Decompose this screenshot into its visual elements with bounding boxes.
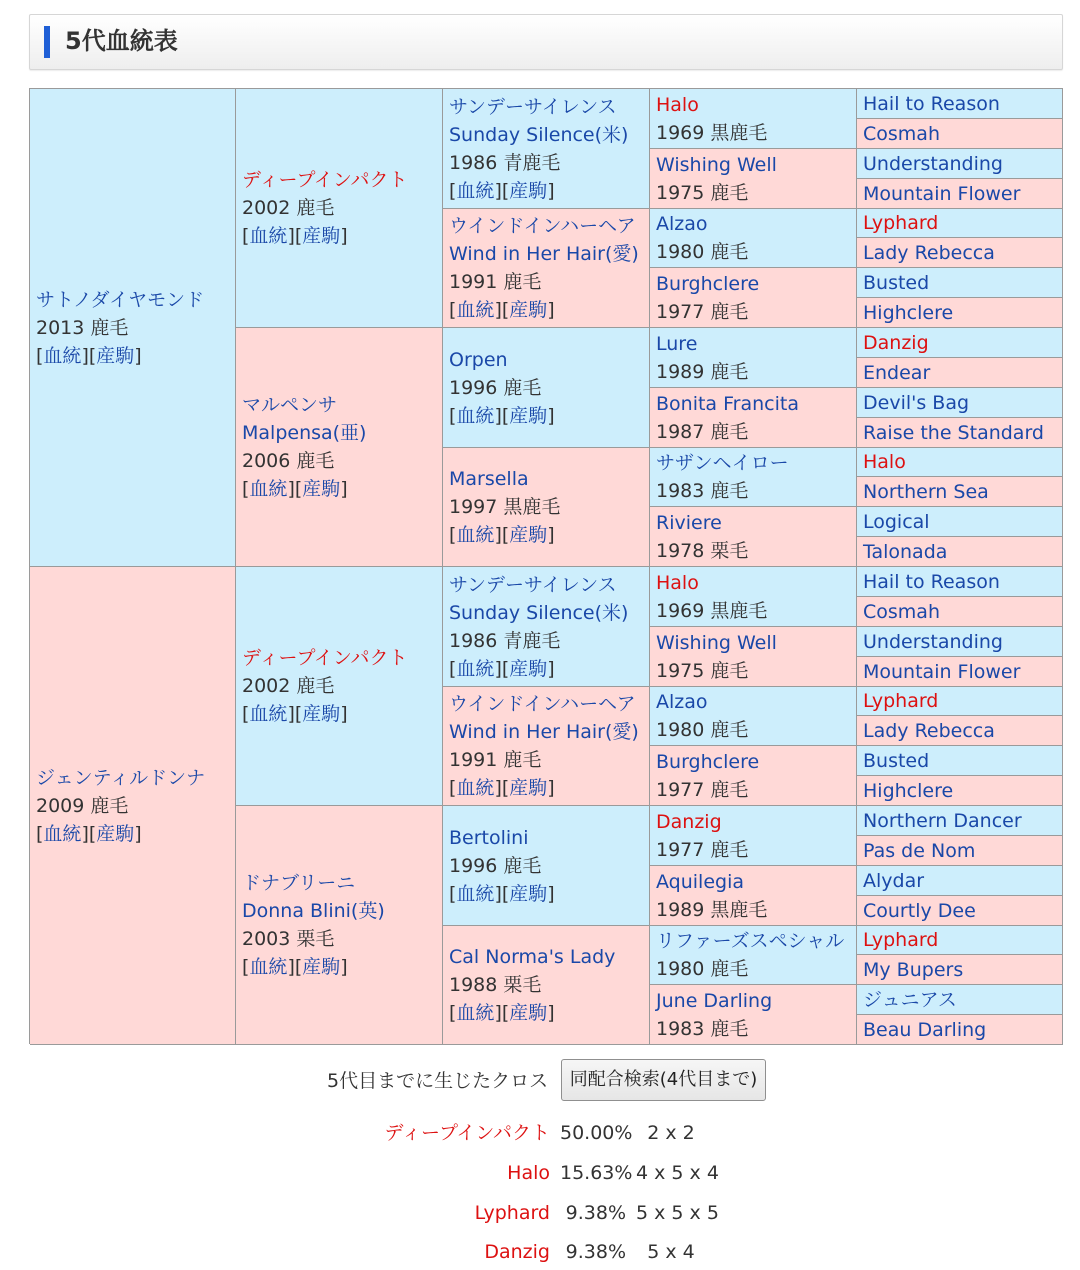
cross-horse-link[interactable]: Lyphard xyxy=(474,1202,550,1224)
horse-name-link[interactable]: Lady Rebecca xyxy=(863,719,995,742)
pedigree-cell-g3 xyxy=(443,328,650,448)
cross-pattern: 5 x 5 x 5 xyxy=(636,1202,719,1224)
horse-name-en-link[interactable]: Donna Blini(英) xyxy=(242,900,385,922)
pedigree-cell-g4 xyxy=(650,985,857,1045)
horse-name-link[interactable]: Lady Rebecca xyxy=(863,241,995,264)
cross-pattern: 4 x 5 x 4 xyxy=(636,1162,719,1184)
pedigree-cell-g2 xyxy=(236,806,443,1045)
horse-links: [血統][産駒] xyxy=(242,478,348,500)
horse-name-link[interactable]: Highclere xyxy=(863,779,954,802)
horse-info: 1977 鹿毛 xyxy=(656,838,749,861)
pedigree-cell-g2 xyxy=(236,328,443,567)
horse-info: 1997 黒鹿毛 xyxy=(449,496,561,518)
horse-name-link[interactable]: Understanding xyxy=(863,630,1003,653)
pedigree-cell-g5 xyxy=(857,896,1063,926)
horse-name-link[interactable]: Cosmah xyxy=(863,600,940,623)
pedigree-link[interactable]: 血統 xyxy=(456,524,495,546)
pedigree-link[interactable]: 血統 xyxy=(249,956,288,978)
horse-links: [血統][産駒] xyxy=(449,179,555,202)
pedigree-cell-g5 xyxy=(857,209,1063,238)
horse-name-en-link[interactable]: Malpensa(亜) xyxy=(242,422,367,444)
horse-name-link[interactable]: ジュニアス xyxy=(863,988,957,1011)
pedigree-cell-g5 xyxy=(857,866,1063,896)
horse-name-link[interactable]: Mountain Flower xyxy=(863,182,1021,205)
horse-links: [血統][産駒] xyxy=(449,882,555,905)
cross-row xyxy=(0,1118,1080,1148)
cross-horse-link[interactable]: Halo xyxy=(507,1162,550,1184)
horse-name-link[interactable]: Wishing Well xyxy=(656,153,777,176)
horse-name-link[interactable]: Bonita Francita xyxy=(656,392,799,415)
pedigree-cell-g5 xyxy=(857,537,1063,567)
horse-info: 1969 黒鹿毛 xyxy=(656,599,768,622)
pedigree-link[interactable]: 血統 xyxy=(456,882,495,905)
horse-name-link[interactable]: June Darling xyxy=(656,989,773,1012)
horse-info: 2013 鹿毛 xyxy=(36,316,129,339)
horse-name-link[interactable]: Beau Darling xyxy=(863,1018,987,1041)
horse-info: 1989 黒鹿毛 xyxy=(656,898,768,921)
pedigree-link[interactable]: 血統 xyxy=(456,404,495,427)
horse-name-link[interactable]: Highclere xyxy=(863,301,954,324)
pedigree-cell-g4 xyxy=(650,926,857,985)
horse-links: [血統][産駒] xyxy=(449,299,555,321)
horse-name-link[interactable]: Busted xyxy=(863,749,930,772)
horse-name-link[interactable]: Hail to Reason xyxy=(863,570,1000,593)
horse-name-link[interactable]: Orpen xyxy=(449,348,508,371)
pedigree-cell-g1 xyxy=(30,567,236,1045)
horse-info: 1991 鹿毛 xyxy=(449,749,542,771)
pedigree-cell-g5 xyxy=(857,418,1063,448)
horse-name-link[interactable]: Pas de Nom xyxy=(863,839,976,862)
horse-info: 1991 鹿毛 xyxy=(449,271,542,293)
horse-name-link[interactable]: Marsella xyxy=(449,468,529,490)
horse-name-link[interactable]: サザンヘイロー xyxy=(656,452,789,474)
pedigree-link[interactable]: 血統 xyxy=(456,777,495,799)
horse-name-link[interactable]: Understanding xyxy=(863,152,1003,175)
cross-row xyxy=(0,1237,1080,1267)
pedigree-link[interactable]: 血統 xyxy=(249,225,288,247)
pedigree-cell-g5 xyxy=(857,806,1063,836)
horse-info: 2002 鹿毛 xyxy=(242,197,335,219)
pedigree-cell-g5 xyxy=(857,776,1063,806)
foals-link[interactable]: 産駒 xyxy=(509,777,548,799)
horse-links: [血統][産駒] xyxy=(242,956,348,978)
horse-name-link[interactable]: サトノダイヤモンド xyxy=(36,288,205,311)
horse-name-link[interactable]: Talonada xyxy=(863,540,948,563)
pedigree-table xyxy=(29,88,1063,1044)
horse-info: 1977 鹿毛 xyxy=(656,300,749,323)
horse-name-en-link[interactable]: Sunday Silence(米) xyxy=(449,123,629,146)
horse-links: [血統][産駒] xyxy=(449,657,555,680)
horse-name-link[interactable]: ジェンティルドンナ xyxy=(36,766,206,789)
cross-percent: 15.63% xyxy=(560,1162,633,1184)
pedigree-link[interactable]: 血統 xyxy=(43,344,82,367)
pedigree-cell-g4 xyxy=(650,328,857,388)
pedigree-cell-g4 xyxy=(650,806,857,866)
horse-name-link[interactable]: Bertolini xyxy=(449,826,529,849)
horse-name-link[interactable]: Lyphard xyxy=(863,212,939,234)
pedigree-cell-g5 xyxy=(857,89,1063,119)
pedigree-cell-g3 xyxy=(443,448,650,567)
horse-name-link[interactable]: My Bupers xyxy=(863,958,964,981)
pedigree-link[interactable]: 血統 xyxy=(456,1002,495,1024)
cross-row xyxy=(0,1158,1080,1188)
horse-links: [血統][産駒] xyxy=(242,703,348,725)
horse-name-link[interactable]: Cal Norma's Lady xyxy=(449,946,616,968)
cross-percent: 9.38% xyxy=(565,1202,626,1224)
pedigree-cell-g5 xyxy=(857,328,1063,358)
horse-links: [血統][産駒] xyxy=(449,1002,555,1024)
horse-name-en-link[interactable]: Wind in Her Hair(愛) xyxy=(449,721,639,743)
horse-info: 2002 鹿毛 xyxy=(242,675,335,697)
horse-name-link[interactable]: Devil's Bag xyxy=(863,391,970,414)
horse-name-link[interactable]: Lure xyxy=(656,332,698,355)
pedigree-cell-g2 xyxy=(236,567,443,806)
pedigree-cell-g5 xyxy=(857,358,1063,388)
pedigree-cell-g5 xyxy=(857,627,1063,657)
cross-pattern: 5 x 4 xyxy=(647,1241,695,1263)
horse-name-link[interactable]: ウインドインハーヘア xyxy=(449,693,636,715)
horse-info: 1980 鹿毛 xyxy=(656,958,749,980)
foals-link[interactable]: 産駒 xyxy=(509,524,548,546)
pedigree-cell-g4 xyxy=(650,567,857,627)
horse-name-link[interactable]: Northern Dancer xyxy=(863,809,1022,832)
pedigree-cell-g5 xyxy=(857,119,1063,149)
foals-link[interactable]: 産駒 xyxy=(96,822,135,845)
horse-info: 1986 青鹿毛 xyxy=(449,151,561,174)
pedigree-cell-g3 xyxy=(443,926,650,1045)
horse-name-link[interactable]: Danzig xyxy=(863,331,929,354)
horse-info: 1983 鹿毛 xyxy=(656,1017,749,1040)
pedigree-cell-g4 xyxy=(650,209,857,268)
pedigree-cell-g2 xyxy=(236,89,443,328)
foals-link[interactable]: 産駒 xyxy=(509,404,548,427)
horse-name-link[interactable]: Riviere xyxy=(656,511,722,534)
horse-name-link[interactable]: リファーズスペシャル xyxy=(656,930,845,952)
cross-pattern: 2 x 2 xyxy=(647,1122,695,1144)
pedigree-cell-g5 xyxy=(857,746,1063,776)
pedigree-cell-g3 xyxy=(443,567,650,687)
pedigree-cell-g3 xyxy=(443,209,650,328)
same-mating-search-button[interactable]: 同配合検索(4代目まで) xyxy=(561,1059,766,1101)
pedigree-link[interactable]: 血統 xyxy=(249,703,288,725)
horse-info: 1988 栗毛 xyxy=(449,974,542,996)
pedigree-cell-g5 xyxy=(857,567,1063,597)
horse-name-link[interactable]: Mountain Flower xyxy=(863,660,1021,683)
foals-link[interactable]: 産駒 xyxy=(302,225,341,247)
horse-name-link[interactable]: Raise the Standard xyxy=(863,421,1044,444)
horse-links: [血統][産駒] xyxy=(449,524,555,546)
cross-percent: 9.38% xyxy=(565,1241,626,1263)
horse-links: [血統][産駒] xyxy=(449,777,555,799)
horse-info: 1977 鹿毛 xyxy=(656,778,749,801)
pedigree-cell-g4 xyxy=(650,687,857,746)
pedigree-cell-g4 xyxy=(650,627,857,687)
horse-name-link[interactable]: Aquilegia xyxy=(656,870,744,893)
horse-info: 2003 栗毛 xyxy=(242,928,335,950)
pedigree-cell-g3 xyxy=(443,687,650,806)
horse-name-link[interactable]: Halo xyxy=(656,93,699,116)
horse-info: 1986 青鹿毛 xyxy=(449,629,561,652)
horse-name-link[interactable]: Halo xyxy=(656,571,699,594)
pedigree-cell-g5 xyxy=(857,836,1063,866)
horse-name-link[interactable]: サンデーサイレンス xyxy=(449,95,617,118)
horse-info: 1969 黒鹿毛 xyxy=(656,121,768,144)
pedigree-cell-g3 xyxy=(443,89,650,209)
pedigree-cell-g3 xyxy=(443,806,650,926)
pedigree-cell-g4 xyxy=(650,89,857,149)
horse-name-link[interactable]: Hail to Reason xyxy=(863,92,1000,115)
horse-name-link[interactable]: マルペンサ xyxy=(242,394,338,416)
horse-name-link[interactable]: Lyphard xyxy=(863,690,939,712)
horse-name-link[interactable]: サンデーサイレンス xyxy=(449,573,617,596)
horse-info: 1983 鹿毛 xyxy=(656,480,749,502)
horse-name-link[interactable]: Northern Sea xyxy=(863,480,989,503)
pedigree-cell-g5 xyxy=(857,985,1063,1015)
pedigree-cell-g1 xyxy=(30,89,236,567)
pedigree-cell-g5 xyxy=(857,388,1063,418)
horse-name-link[interactable]: Alzao xyxy=(656,691,708,713)
horse-info: 2006 鹿毛 xyxy=(242,450,335,472)
cross-horse-link[interactable]: ディープインパクト xyxy=(384,1122,550,1144)
horse-name-link[interactable]: Wishing Well xyxy=(656,631,777,654)
pedigree-cell-g5 xyxy=(857,597,1063,627)
horse-links: [血統][産駒] xyxy=(36,822,142,845)
foals-link[interactable]: 産駒 xyxy=(509,179,548,202)
pedigree-cell-g4 xyxy=(650,507,857,567)
horse-name-link[interactable]: Burghclere xyxy=(656,272,760,295)
horse-info: 1980 鹿毛 xyxy=(656,241,749,263)
pedigree-cell-g5 xyxy=(857,477,1063,507)
horse-name-link[interactable]: Alydar xyxy=(863,869,925,892)
foals-link[interactable]: 産駒 xyxy=(509,657,548,680)
pedigree-cell-g5 xyxy=(857,238,1063,268)
pedigree-cell-g5 xyxy=(857,687,1063,716)
horse-name-link[interactable]: ディープインパクト xyxy=(242,647,408,669)
pedigree-cell-g5 xyxy=(857,507,1063,537)
horse-name-link[interactable]: ウインドインハーヘア xyxy=(449,215,636,237)
foals-link[interactable]: 産駒 xyxy=(302,703,341,725)
foals-link[interactable]: 産駒 xyxy=(509,882,548,905)
horse-info: 1989 鹿毛 xyxy=(656,360,749,383)
section-header xyxy=(29,14,1063,70)
pedigree-cell-g4 xyxy=(650,746,857,806)
pedigree-cell-g5 xyxy=(857,926,1063,955)
horse-info: 1975 鹿毛 xyxy=(656,659,749,682)
pedigree-link[interactable]: 血統 xyxy=(456,657,495,680)
pedigree-cell-g5 xyxy=(857,149,1063,179)
pedigree-cell-g5 xyxy=(857,955,1063,985)
pedigree-cell-g5 xyxy=(857,657,1063,687)
horse-info: 1987 鹿毛 xyxy=(656,420,749,443)
pedigree-cell-g4 xyxy=(650,448,857,507)
pedigree-cell-g5 xyxy=(857,298,1063,328)
pedigree-cell-g4 xyxy=(650,866,857,926)
pedigree-link[interactable]: 血統 xyxy=(249,478,288,500)
horse-name-link[interactable]: Endear xyxy=(863,361,931,384)
horse-name-link[interactable]: Cosmah xyxy=(863,122,940,145)
cross-horse-link[interactable]: Danzig xyxy=(484,1241,550,1263)
horse-info: 2009 鹿毛 xyxy=(36,794,129,817)
section-title: 5代血統表 xyxy=(65,27,178,55)
horse-name-link[interactable]: ディープインパクト xyxy=(242,169,408,191)
horse-name-link[interactable]: Danzig xyxy=(656,810,722,833)
horse-links: [血統][産駒] xyxy=(449,404,555,427)
horse-name-link[interactable]: Logical xyxy=(863,510,930,533)
pedigree-link[interactable]: 血統 xyxy=(456,179,495,202)
header-accent-bar xyxy=(44,26,50,58)
foals-link[interactable]: 産駒 xyxy=(509,299,548,321)
horse-name-en-link[interactable]: Sunday Silence(米) xyxy=(449,601,629,624)
horse-info: 1980 鹿毛 xyxy=(656,719,749,741)
horse-name-link[interactable]: Halo xyxy=(863,451,906,473)
pedigree-cell-g5 xyxy=(857,179,1063,209)
horse-name-link[interactable]: Burghclere xyxy=(656,750,760,773)
foals-link[interactable]: 産駒 xyxy=(302,478,341,500)
cross-label: 5代目までに生じたクロス xyxy=(327,1070,549,1092)
cross-row xyxy=(0,1198,1080,1228)
horse-links: [血統][産駒] xyxy=(242,225,348,247)
foals-link[interactable]: 産駒 xyxy=(509,1002,548,1024)
foals-link[interactable]: 産駒 xyxy=(96,344,135,367)
horse-name-link[interactable]: Alzao xyxy=(656,213,708,235)
horse-info: 1978 栗毛 xyxy=(656,539,749,562)
cross-percent: 50.00% xyxy=(560,1122,633,1144)
horse-info: 1996 鹿毛 xyxy=(449,376,542,399)
foals-link[interactable]: 産駒 xyxy=(302,956,341,978)
pedigree-cell-g5 xyxy=(857,448,1063,477)
horse-name-link[interactable]: ドナブリーニ xyxy=(242,872,356,894)
pedigree-link[interactable]: 血統 xyxy=(456,299,495,321)
pedigree-cell-g5 xyxy=(857,1015,1063,1045)
horse-info: 1996 鹿毛 xyxy=(449,854,542,877)
horse-info: 1975 鹿毛 xyxy=(656,181,749,204)
horse-links: [血統][産駒] xyxy=(36,344,142,367)
horse-name-en-link[interactable]: Wind in Her Hair(愛) xyxy=(449,243,639,265)
pedigree-cell-g4 xyxy=(650,388,857,448)
pedigree-cell-g5 xyxy=(857,268,1063,298)
pedigree-link[interactable]: 血統 xyxy=(43,822,82,845)
pedigree-cell-g4 xyxy=(650,268,857,328)
pedigree-cell-g4 xyxy=(650,149,857,209)
horse-name-link[interactable]: Busted xyxy=(863,271,930,294)
horse-name-link[interactable]: Lyphard xyxy=(863,929,939,951)
horse-name-link[interactable]: Courtly Dee xyxy=(863,899,976,922)
pedigree-cell-g5 xyxy=(857,716,1063,746)
